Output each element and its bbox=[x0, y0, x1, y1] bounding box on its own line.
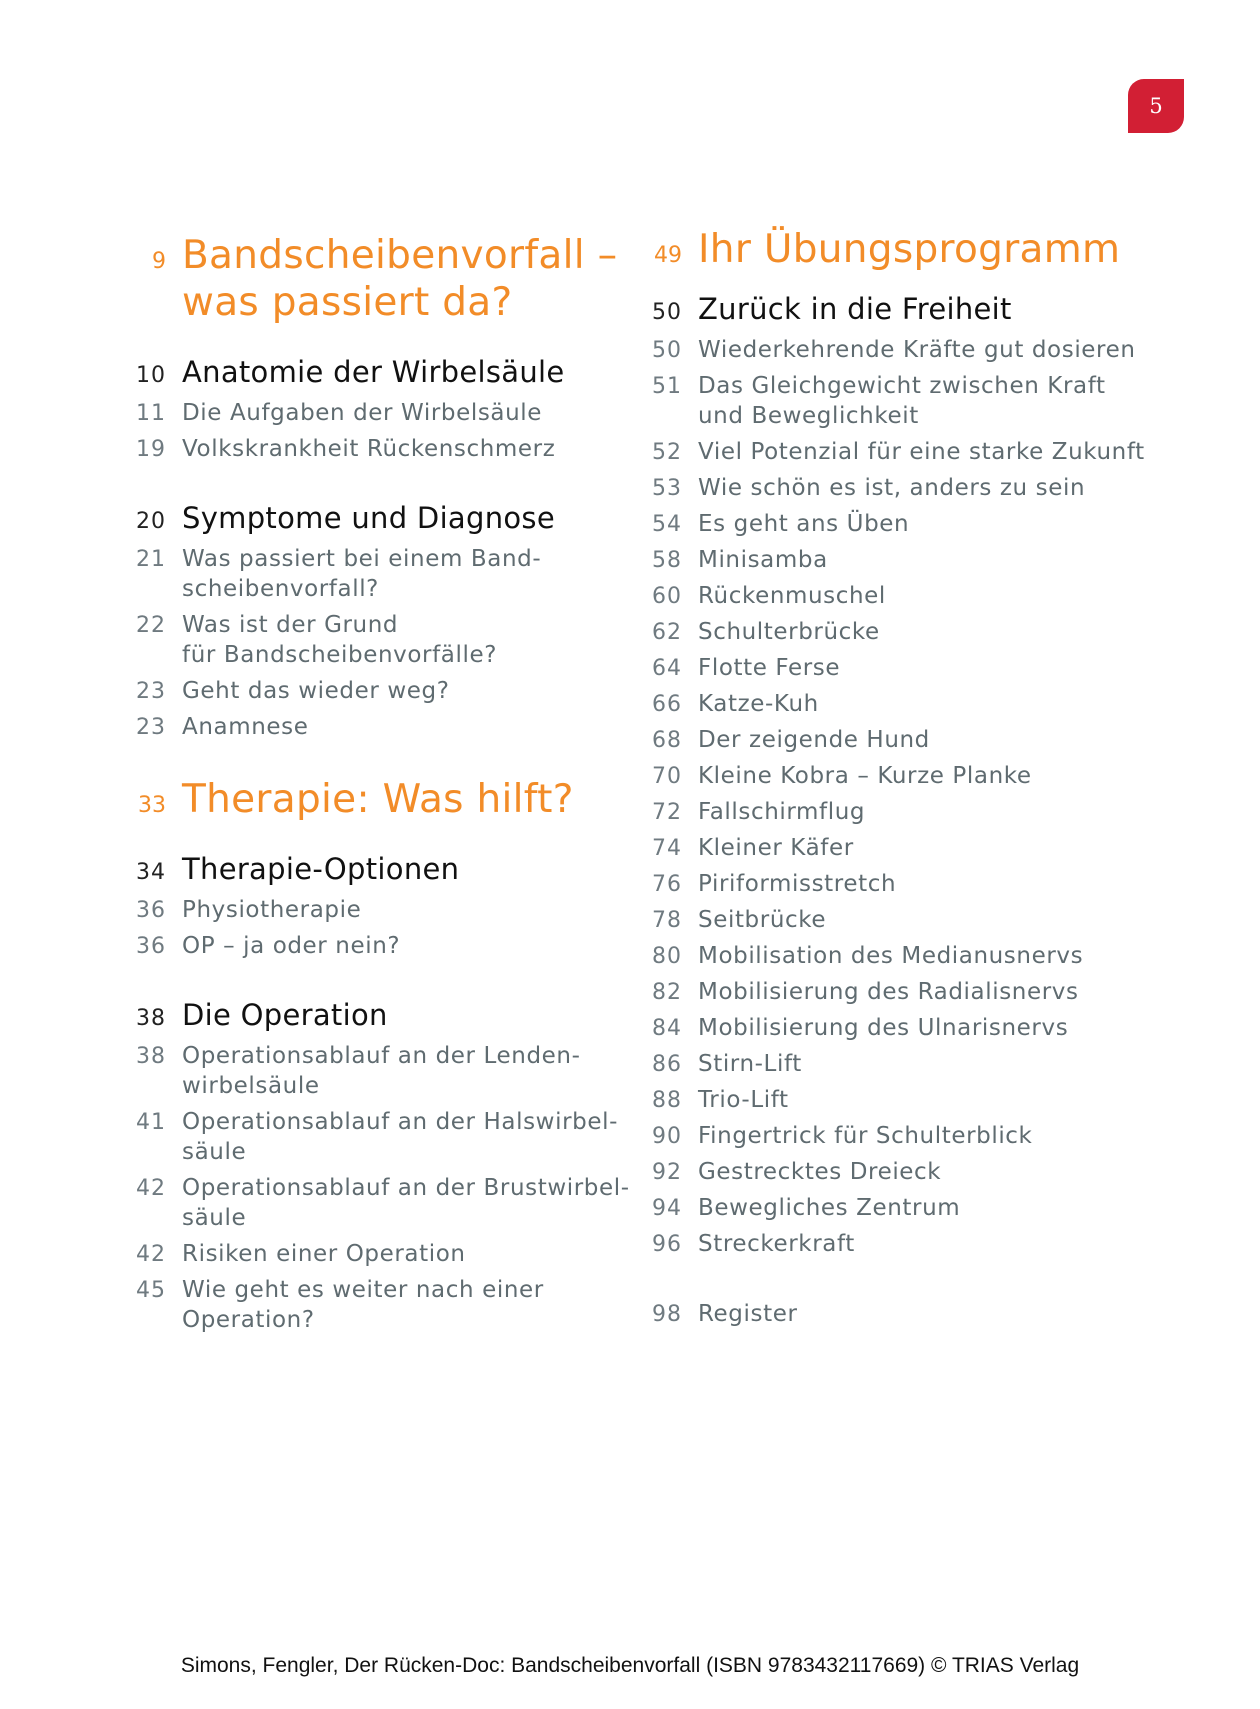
footer-text: Simons, Fengler, Der Rücken-Doc: Bandscheibenvorfall (ISBN 9783432117669) © TRIAS Verlag bbox=[180, 1654, 1080, 1677]
entry-page-number: 11 bbox=[136, 401, 166, 426]
entry-page-number: 53 bbox=[652, 476, 682, 501]
entry-title: Schulterbrücke bbox=[698, 619, 880, 645]
part-page-number: 49 bbox=[654, 243, 682, 268]
part-title: Bandscheibenvorfall – was passiert da? bbox=[182, 233, 618, 325]
entry-page-number: 98 bbox=[652, 1302, 682, 1327]
toc-entry[interactable] bbox=[634, 869, 1154, 899]
entry-title: Seitbrücke bbox=[698, 907, 827, 933]
toc-entry[interactable] bbox=[118, 712, 638, 742]
toc-left-column bbox=[118, 232, 638, 1335]
chapter-page-number: 20 bbox=[136, 509, 166, 534]
entry-title: Minisamba bbox=[698, 547, 828, 573]
entry-page-number: 90 bbox=[652, 1124, 682, 1149]
entry-title: Operationsablauf an der Brustwirbel- säule bbox=[182, 1175, 630, 1231]
toc-section bbox=[118, 352, 638, 464]
entry-page-number: 36 bbox=[136, 934, 166, 959]
entry-title: Bewegliches Zentrum bbox=[698, 1195, 961, 1221]
entry-page-number: 58 bbox=[652, 548, 682, 573]
entry-page-number: 21 bbox=[136, 547, 166, 572]
toc-entry[interactable] bbox=[118, 895, 638, 925]
entry-title: Rückenmuschel bbox=[698, 583, 886, 609]
entry-title: Stirn-Lift bbox=[698, 1051, 802, 1077]
entry-page-number: 50 bbox=[652, 338, 682, 363]
toc-entry[interactable] bbox=[634, 689, 1154, 719]
entry-title: Was passiert bei einem Band- scheibenvorfall? bbox=[182, 546, 542, 602]
chapter-page-number: 10 bbox=[136, 363, 166, 388]
entry-page-number: 84 bbox=[652, 1016, 682, 1041]
toc-entry[interactable] bbox=[118, 1275, 638, 1335]
entry-page-number: 80 bbox=[652, 944, 682, 969]
entry-title: Das Gleichgewicht zwischen Kraft und Beweglichkeit bbox=[698, 373, 1106, 429]
chapter-page-number: 50 bbox=[652, 300, 682, 325]
toc-entry[interactable] bbox=[634, 977, 1154, 1007]
entry-title: Piriformisstretch bbox=[698, 871, 897, 897]
entry-title: Flotte Ferse bbox=[698, 655, 841, 681]
entry-title: Wiederkehrende Kräfte gut dosieren bbox=[698, 337, 1136, 363]
toc-entry[interactable] bbox=[634, 1229, 1154, 1259]
toc-entry[interactable] bbox=[634, 1049, 1154, 1079]
toc-entry[interactable] bbox=[634, 797, 1154, 827]
entry-title: Die Aufgaben der Wirbelsäule bbox=[182, 400, 543, 426]
entry-title: Risiken einer Operation bbox=[182, 1241, 466, 1267]
toc-entry[interactable] bbox=[634, 1157, 1154, 1187]
toc-entry[interactable] bbox=[634, 371, 1154, 431]
toc-chapter[interactable] bbox=[118, 352, 638, 392]
toc-entry[interactable] bbox=[634, 1121, 1154, 1151]
toc-right-column bbox=[634, 226, 1154, 1329]
entry-page-number: 41 bbox=[136, 1110, 166, 1135]
chapter-title: Therapie-Optionen bbox=[182, 852, 460, 886]
toc-entry[interactable] bbox=[634, 761, 1154, 791]
entry-page-number: 92 bbox=[652, 1160, 682, 1185]
toc-section bbox=[118, 498, 638, 742]
toc-entry[interactable] bbox=[634, 581, 1154, 611]
entry-title: Fingertrick für Schulterblick bbox=[698, 1123, 1033, 1149]
chapter-title: Zurück in die Freiheit bbox=[698, 292, 1012, 326]
entry-title: Es geht ans Üben bbox=[698, 511, 910, 537]
entry-page-number: 66 bbox=[652, 692, 682, 717]
entry-page-number: 82 bbox=[652, 980, 682, 1005]
part-title: Ihr Übungsprogramm bbox=[698, 227, 1121, 272]
entry-title: Mobilisierung des Ulnarisnervs bbox=[698, 1015, 1069, 1041]
entry-page-number: 22 bbox=[136, 613, 166, 638]
entry-title: Streckerkraft bbox=[698, 1231, 855, 1257]
toc-part[interactable] bbox=[634, 226, 1154, 273]
toc-entry[interactable] bbox=[634, 473, 1154, 503]
entry-page-number: 51 bbox=[652, 374, 682, 399]
entry-title: Fallschirmflug bbox=[698, 799, 866, 825]
entry-title: Wie geht es weiter nach einer Operation? bbox=[182, 1277, 544, 1333]
part-page-number: 33 bbox=[138, 793, 166, 818]
entry-title: Der zeigende Hund bbox=[698, 727, 930, 753]
page-number: 5 bbox=[1149, 94, 1163, 118]
entry-title: Viel Potenzial für eine starke Zukunft bbox=[698, 439, 1145, 465]
toc-entry[interactable] bbox=[118, 1107, 638, 1167]
entry-page-number: 60 bbox=[652, 584, 682, 609]
chapter-title: Symptome und Diagnose bbox=[182, 501, 555, 535]
toc-entry[interactable] bbox=[118, 434, 638, 464]
toc-entry[interactable] bbox=[634, 437, 1154, 467]
toc-entry[interactable] bbox=[634, 1013, 1154, 1043]
entry-title: Physiotherapie bbox=[182, 897, 362, 923]
toc-entry[interactable] bbox=[118, 610, 638, 670]
toc-part[interactable] bbox=[118, 232, 638, 326]
entry-page-number: 64 bbox=[652, 656, 682, 681]
entry-page-number: 42 bbox=[136, 1176, 166, 1201]
entry-title: Katze-Kuh bbox=[698, 691, 819, 717]
entry-page-number: 74 bbox=[652, 836, 682, 861]
entry-page-number: 88 bbox=[652, 1088, 682, 1113]
chapter-title: Die Operation bbox=[182, 998, 388, 1032]
toc-entry[interactable] bbox=[118, 1173, 638, 1233]
part-title: Therapie: Was hilft? bbox=[182, 777, 574, 822]
chapter-page-number: 38 bbox=[136, 1006, 166, 1031]
toc-chapter[interactable] bbox=[118, 995, 638, 1035]
entry-title: Gestrecktes Dreieck bbox=[698, 1159, 942, 1185]
entry-page-number: 45 bbox=[136, 1278, 166, 1303]
toc-entry[interactable] bbox=[634, 1193, 1154, 1223]
toc-entry[interactable] bbox=[634, 335, 1154, 365]
entry-title: Register bbox=[698, 1301, 798, 1327]
entry-page-number: 36 bbox=[136, 898, 166, 923]
toc-entry[interactable] bbox=[118, 1041, 638, 1101]
entry-page-number: 62 bbox=[652, 620, 682, 645]
chapter-page-number: 34 bbox=[136, 860, 166, 885]
entry-page-number: 23 bbox=[136, 715, 166, 740]
toc-chapter[interactable] bbox=[118, 849, 638, 889]
toc-entry[interactable] bbox=[634, 725, 1154, 755]
chapter-title: Anatomie der Wirbelsäule bbox=[182, 355, 565, 389]
toc-entry[interactable] bbox=[118, 544, 638, 604]
entry-title: Kleiner Käfer bbox=[698, 835, 854, 861]
toc-entry[interactable] bbox=[634, 905, 1154, 935]
entry-title: Mobilisierung des Radialisnervs bbox=[698, 979, 1079, 1005]
entry-page-number: 23 bbox=[136, 679, 166, 704]
entry-page-number: 86 bbox=[652, 1052, 682, 1077]
toc-entry[interactable] bbox=[118, 931, 638, 961]
entry-title: Kleine Kobra – Kurze Planke bbox=[698, 763, 1032, 789]
entry-page-number: 38 bbox=[136, 1044, 166, 1069]
entry-page-number: 19 bbox=[136, 437, 166, 462]
toc-entry[interactable] bbox=[634, 941, 1154, 971]
entry-page-number: 52 bbox=[652, 440, 682, 465]
entry-title: Anamnese bbox=[182, 714, 309, 740]
toc-entry[interactable] bbox=[634, 1085, 1154, 1115]
toc-chapter[interactable] bbox=[118, 498, 638, 538]
part-page-number: 9 bbox=[152, 249, 166, 274]
entry-page-number: 68 bbox=[652, 728, 682, 753]
entry-title: Wie schön es ist, anders zu sein bbox=[698, 475, 1086, 501]
entry-title: Trio-Lift bbox=[698, 1087, 789, 1113]
entry-page-number: 72 bbox=[652, 800, 682, 825]
toc-entry[interactable] bbox=[634, 545, 1154, 575]
entry-title: Mobilisation des Medianusnervs bbox=[698, 943, 1084, 969]
toc-section bbox=[118, 995, 638, 1335]
entry-title: Was ist der Grund für Bandscheibenvorfälle? bbox=[182, 612, 498, 668]
entry-page-number: 70 bbox=[652, 764, 682, 789]
entry-title: OP – ja oder nein? bbox=[182, 933, 401, 959]
toc-chapter[interactable] bbox=[634, 289, 1154, 329]
entry-page-number: 94 bbox=[652, 1196, 682, 1221]
copyright-footer bbox=[0, 1654, 1260, 1678]
entry-page-number: 42 bbox=[136, 1242, 166, 1267]
toc-entry[interactable] bbox=[634, 617, 1154, 647]
toc-entry[interactable] bbox=[118, 676, 638, 706]
entry-page-number: 78 bbox=[652, 908, 682, 933]
toc-section bbox=[118, 849, 638, 961]
entry-page-number: 54 bbox=[652, 512, 682, 537]
entry-page-number: 76 bbox=[652, 872, 682, 897]
toc-entry[interactable] bbox=[634, 833, 1154, 863]
toc-entry[interactable] bbox=[634, 653, 1154, 683]
toc-entry[interactable] bbox=[118, 1239, 638, 1269]
page-number-badge bbox=[1128, 79, 1184, 133]
entry-title: Volkskrankheit Rückenschmerz bbox=[182, 436, 556, 462]
toc-part[interactable] bbox=[118, 776, 638, 823]
entry-title: Operationsablauf an der Lenden- wirbelsäule bbox=[182, 1043, 581, 1099]
entry-title: Operationsablauf an der Halswirbel- säule bbox=[182, 1109, 618, 1165]
toc-register-entry[interactable] bbox=[634, 1299, 1154, 1329]
toc-entry[interactable] bbox=[118, 398, 638, 428]
toc-entry[interactable] bbox=[634, 509, 1154, 539]
entry-title: Geht das wieder weg? bbox=[182, 678, 450, 704]
entry-page-number: 96 bbox=[652, 1232, 682, 1257]
